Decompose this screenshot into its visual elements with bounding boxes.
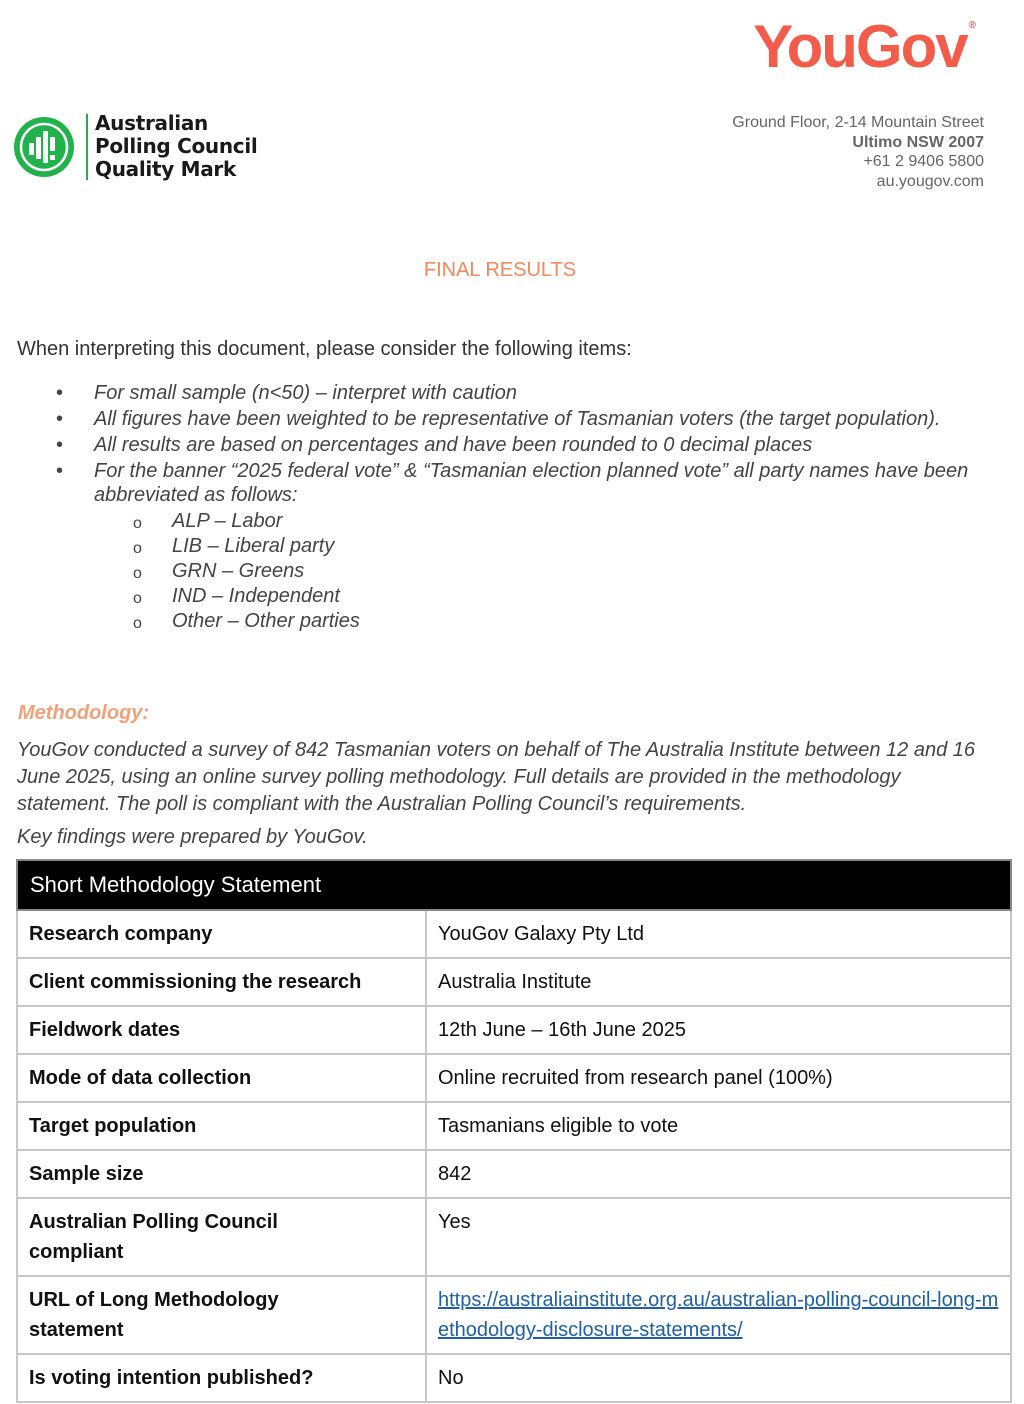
row-label: URL of Long Methodology statement — [17, 1276, 426, 1354]
circle-bullet-icon: o — [133, 565, 142, 582]
sub-list-item — [0, 609, 1000, 634]
row-label: Client commissioning the research — [17, 958, 426, 1006]
table-row — [17, 1102, 1011, 1150]
table-header-row — [17, 860, 1011, 910]
row-value: Tasmanians eligible to vote — [426, 1102, 1011, 1150]
row-value: YouGov Galaxy Pty Ltd — [426, 910, 1011, 958]
methodology-url-link[interactable]: https://australiainstitute.org.au/australian-polling-council-long-methodology-disclosure-statements/ — [438, 1289, 999, 1341]
address-website: au.yougov.com — [876, 172, 984, 190]
sub-list-item — [0, 584, 1000, 609]
notes-list — [0, 381, 1000, 634]
list-item — [0, 459, 1000, 507]
row-label: Research company — [17, 910, 426, 958]
list-item-text: All figures have been weighted to be representative of Tasmanian voters (the target population). — [94, 408, 941, 430]
methodology-statement-table — [16, 859, 1012, 1403]
table-row — [17, 1276, 1011, 1354]
apc-line: Australian — [95, 111, 208, 135]
table-row — [17, 1054, 1011, 1102]
row-label: Is voting intention published? — [17, 1354, 426, 1402]
row-value: Yes — [426, 1198, 1011, 1276]
address-phone: +61 2 9406 5800 — [863, 153, 984, 170]
sub-list-item-text: GRN – Greens — [172, 560, 305, 582]
circle-bullet-icon: o — [133, 615, 142, 632]
row-label: Australian Polling Council compliant — [17, 1198, 426, 1276]
sub-list-item-text: LIB – Liberal party — [172, 535, 335, 557]
apc-line: Polling Council — [95, 134, 258, 158]
circle-bullet-icon: o — [133, 590, 142, 607]
table-heading: Short Methodology Statement — [17, 860, 1011, 910]
row-value: 12th June – 16th June 2025 — [426, 1006, 1011, 1054]
address-suburb: Ultimo NSW 2007 — [852, 133, 984, 151]
row-label: Sample size — [17, 1150, 426, 1198]
row-label: Mode of data collection — [17, 1054, 426, 1102]
circle-bullet-icon: o — [133, 515, 142, 532]
key-findings-note: Key findings were prepared by YouGov. — [17, 826, 368, 848]
row-value: No — [426, 1354, 1011, 1402]
sub-list-item — [0, 534, 1000, 559]
sub-list-item-text: ALP – Labor — [172, 510, 283, 532]
intro-text: When interpreting this document, please consider the following items: — [17, 338, 632, 360]
table-row — [17, 1354, 1011, 1402]
methodology-paragraph: YouGov conducted a survey of 842 Tasmanian voters on behalf of The Australia Institute between 12 and 16 June 2025, using an online survey polling methodology. Full details are provided in the methodology statement. The poll is compliant with the Australian Polling Council’s requirements. — [17, 739, 976, 815]
row-label: Fieldwork dates — [17, 1006, 426, 1054]
apc-wordmark — [95, 112, 257, 181]
sub-list-item — [0, 509, 1000, 534]
page-title: FINAL RESULTS — [423, 259, 577, 281]
row-value — [426, 1276, 1011, 1354]
list-item-text: For small sample (n<50) – interpret with caution — [94, 382, 517, 404]
bullet-icon: • — [56, 408, 64, 430]
table-row — [17, 958, 1011, 1006]
bullet-icon: • — [56, 460, 64, 482]
yougov-logo — [753, 12, 976, 81]
row-value: 842 — [426, 1150, 1011, 1198]
sub-list-item-text: Other – Other parties — [172, 610, 360, 632]
apc-quality-mark — [12, 112, 257, 181]
row-value: Online recruited from research panel (100%) — [426, 1054, 1011, 1102]
sub-list-item-text: IND – Independent — [172, 585, 340, 607]
list-item-text: For the banner “2025 federal vote” & “Tasmanian election planned vote” all party names have been abbreviated as follows: — [94, 460, 969, 506]
table-row — [17, 1006, 1011, 1054]
list-item — [0, 407, 1000, 431]
circle-bullet-icon: o — [133, 540, 142, 557]
apc-divider — [86, 114, 88, 180]
list-item — [0, 381, 1000, 405]
bullet-icon: • — [56, 382, 64, 404]
table-row — [17, 1150, 1011, 1198]
company-address — [732, 113, 984, 191]
list-item-text: All results are based on percentages and have been rounded to 0 decimal places — [94, 434, 813, 456]
apc-checkmark-icon — [12, 115, 76, 179]
methodology-heading: Methodology: — [18, 702, 150, 724]
row-label: Target population — [17, 1102, 426, 1150]
list-item — [0, 433, 1000, 457]
registered-mark: ® — [968, 20, 976, 31]
table-row — [17, 910, 1011, 958]
yougov-wordmark: YouGov — [753, 13, 967, 80]
apc-line: Quality Mark — [95, 157, 236, 181]
address-street: Ground Floor, 2-14 Mountain Street — [732, 114, 984, 131]
table-row — [17, 1198, 1011, 1276]
row-value: Australia Institute — [426, 958, 1011, 1006]
sub-list-item — [0, 559, 1000, 584]
bullet-icon: • — [56, 434, 64, 456]
